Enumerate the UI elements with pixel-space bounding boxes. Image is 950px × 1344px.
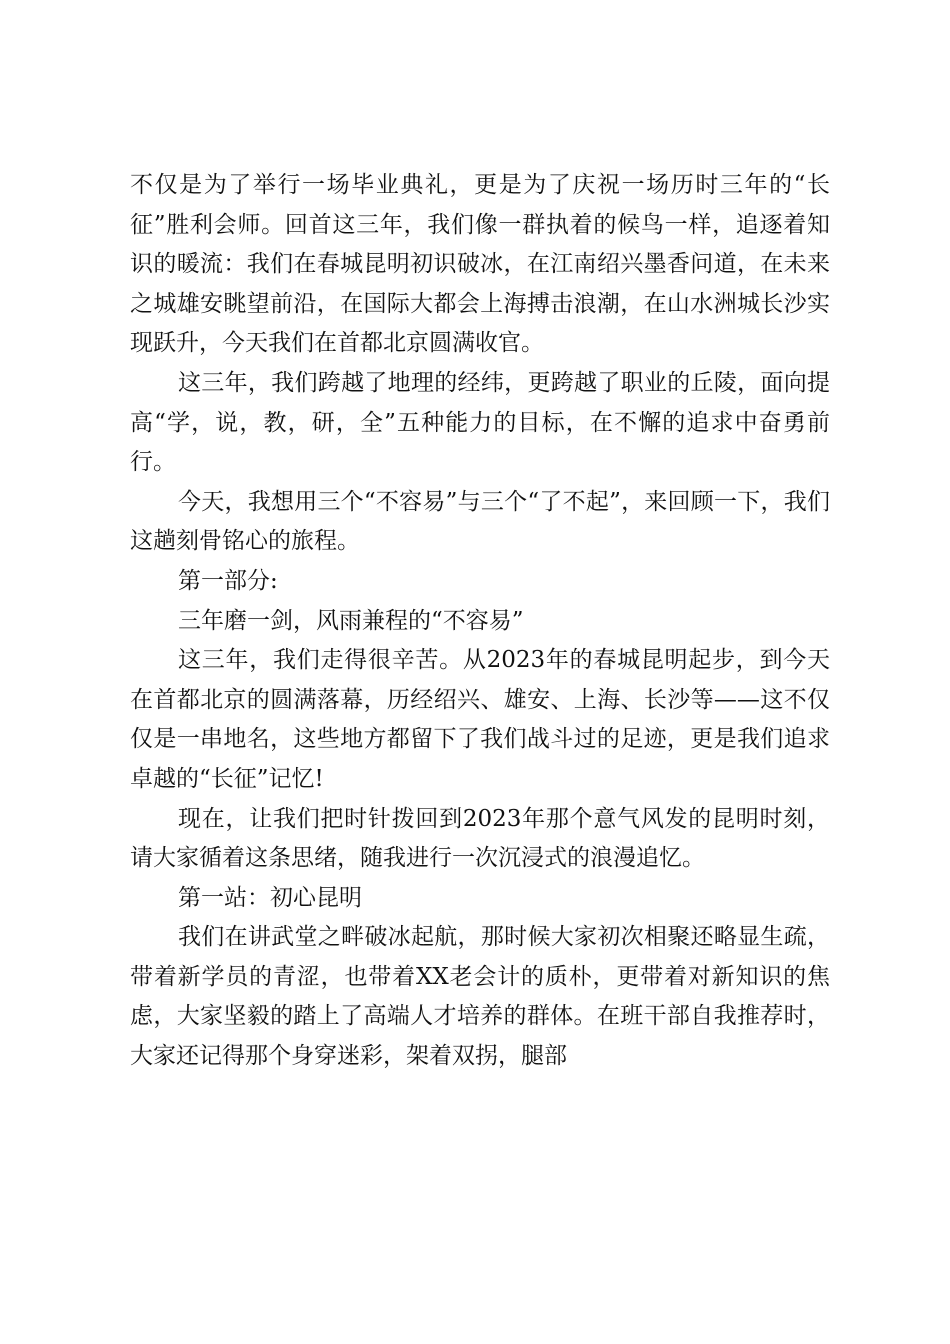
paragraph-opening: 不仅是为了举行一场毕业典礼，更是为了庆祝一场历时三年的“长征”胜利会师。回首这三年，我们像一群执着的候鸟一样，追逐着知识的暖流：我们在春城昆明初识破冰，在江南绍兴墨香问道，在未来之城雄安眺望前沿，在国际大都会上海搏击浪潮，在山水洲城长沙实现跃升，今天我们在首都北京圆满收官。 — [130, 172, 830, 357]
paragraph-three-years: 这三年，我们跨越了地理的经纬，更跨越了职业的丘陵，面向提高“学，说，教，研，全”五种能力的目标，在不懈的追求中奋勇前行。 — [130, 369, 830, 476]
paragraph-memory: 现在，让我们把时针拨回到2023年那个意气风发的昆明时刻，请大家循着这条思绪，随我进行一次沉浸式的浪漫追忆。 — [130, 805, 830, 872]
section-subheading: 三年磨一剑，风雨兼程的“不容易” — [178, 607, 524, 634]
paragraph-journey: 这三年，我们走得很辛苦。从2023年的春城昆明起步，到今天在首都北京的圆满落幕，历经绍兴、雄安、上海、长沙等——这不仅仅是一串地名，这些地方都留下了我们战斗过的足迹，更是我们追求卓越的“长征”记忆! — [130, 647, 830, 792]
paragraph-today: 今天，我想用三个“不容易”与三个“了不起”，来回顾一下，我们这趟刻骨铭心的旅程。 — [130, 488, 830, 555]
station-heading-kunming: 第一站：初心昆明 — [178, 884, 362, 911]
section-heading-part-one: 第一部分: — [178, 567, 278, 594]
document-page — [130, 166, 830, 1077]
paragraph-kunming: 我们在讲武堂之畔破冰起航，那时候大家初次相聚还略显生疏，带着新学员的青涩，也带着XX老会计的质朴，更带着对新知识的焦虑，大家坚毅的踏上了高端人才培养的群体。在班干部自我推荐时，大家还记得那个身穿迷彩，架着双拐，腿部 — [130, 924, 830, 1070]
